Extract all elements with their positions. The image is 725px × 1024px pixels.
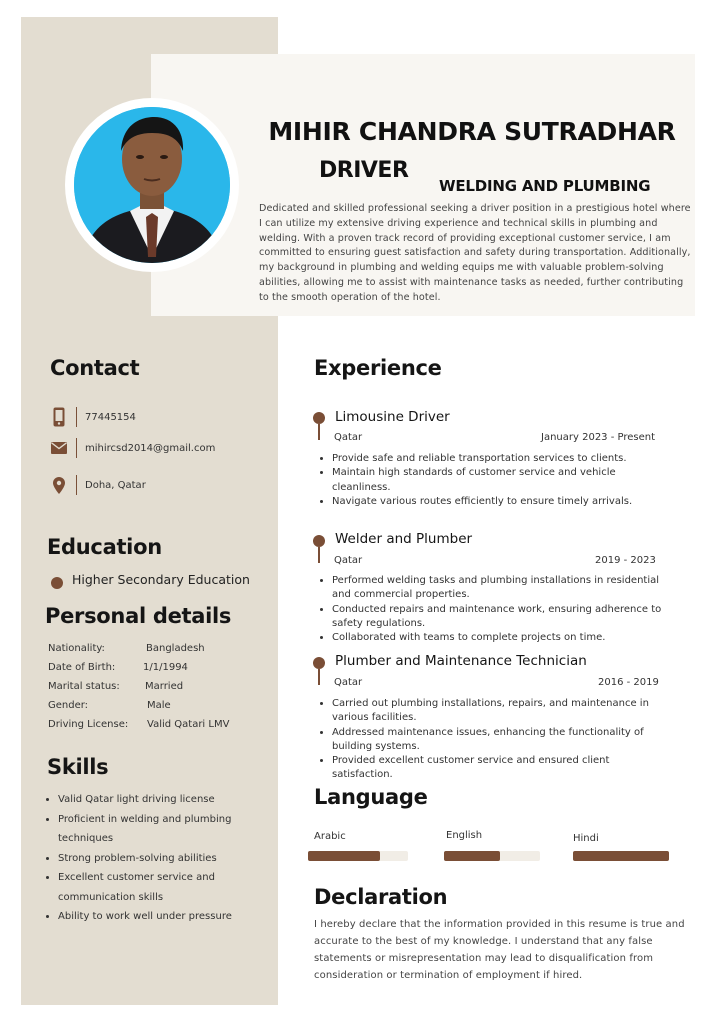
job-dates: January 2023 - Present [541, 432, 656, 443]
profile-photo [74, 107, 230, 263]
list-item: • Provide safe and reliable transportation services to clients. [332, 452, 672, 466]
job-location: Qatar [334, 677, 363, 688]
personal-details-heading: Personal details [45, 604, 232, 628]
personal-label: Driving License: [48, 719, 129, 730]
list-item: • Provided excellent customer service and ensured client satisfaction. [332, 754, 672, 783]
candidate-name: MIHIR CHANDRA SUTRADHAR [268, 117, 676, 146]
contact-heading: Contact [50, 356, 140, 380]
person-portrait-icon [74, 107, 230, 263]
phone-number: 77445154 [85, 411, 136, 423]
personal-value: Valid Qatari LMV [147, 719, 230, 730]
language-level-fill [444, 851, 500, 861]
timeline-dot-icon [313, 657, 325, 669]
job-title-secondary: WELDING AND PLUMBING [439, 177, 651, 195]
contact-email [50, 437, 215, 459]
timeline-line [318, 424, 320, 440]
timeline-dot-icon [313, 412, 325, 424]
education-heading: Education [47, 535, 162, 559]
contact-divider [76, 475, 77, 495]
job-dates: 2016 - 2019 [598, 677, 659, 688]
job-duties-list [316, 697, 672, 783]
list-item: • Proficient in welding and plumbing techniques [58, 810, 283, 849]
job-location: Qatar [334, 432, 363, 443]
list-item: • Ability to work well under pressure [58, 907, 283, 927]
job-title-primary: DRIVER [319, 158, 409, 183]
language-level-bar [573, 851, 669, 861]
timeline-line [318, 547, 320, 563]
job-title: Plumber and Maintenance Technician [335, 653, 587, 669]
list-item: • Excellent customer service and communication skills [58, 868, 283, 907]
language-name: Arabic [314, 831, 346, 842]
list-item: • Collaborated with teams to complete projects on time. [332, 631, 672, 645]
personal-value: 1/1/1994 [143, 662, 188, 673]
list-item: • Navigate various routes efficiently to ensure timely arrivals. [332, 495, 672, 509]
personal-label: Nationality: [48, 643, 105, 654]
contact-divider [76, 438, 77, 458]
language-name: English [446, 830, 483, 841]
profile-summary: Dedicated and skilled professional seeking a driver position in a prestigious hotel where I can utilize my extensive driving experience and technical skills in plumbing and welding. With a proven track record of providing exceptional customer service, I am committed to ensuring guest satisfaction and safety during transportation. Additionally, my background in plumbing and welding equips me with valuable problem-solving abilities, allowing me to assist with maintenance tasks as needed, further contributing to the smooth operation of the hotel. [259, 203, 691, 303]
list-item: • Performed welding tasks and plumbing installations in residential and commercial properties. [332, 574, 672, 603]
language-level-fill [573, 851, 669, 861]
contact-location [50, 474, 146, 496]
job-duties-list [316, 574, 672, 645]
skills-list [42, 790, 283, 927]
personal-label: Gender: [48, 700, 89, 711]
list-item: • Strong problem-solving abilities [58, 849, 283, 869]
job-location: Qatar [334, 555, 363, 566]
personal-value: Bangladesh [146, 643, 205, 654]
skills-heading: Skills [47, 755, 109, 779]
language-heading: Language [314, 785, 428, 809]
job-title: Welder and Plumber [335, 531, 473, 547]
language-level-bar [444, 851, 540, 861]
list-item: • Addressed maintenance issues, enhancing the functionality of building systems. [332, 726, 672, 755]
education-item: Higher Secondary Education [72, 572, 250, 587]
phone-icon [50, 407, 68, 427]
job-title: Limousine Driver [335, 409, 450, 425]
language-level-fill [308, 851, 380, 861]
personal-label: Marital status: [48, 681, 120, 692]
job-dates: 2019 - 2023 [595, 555, 656, 566]
contact-divider [76, 407, 77, 427]
language-name: Hindi [573, 833, 599, 844]
language-level-bar [308, 851, 408, 861]
timeline-line [318, 669, 320, 685]
location-text: Doha, Qatar [85, 479, 146, 491]
education-bullet-icon [51, 577, 63, 589]
list-item: • Valid Qatar light driving license [58, 790, 283, 810]
experience-heading: Experience [314, 356, 442, 380]
list-item: • Carried out plumbing installations, repairs, and maintenance in various facilities. [332, 697, 672, 726]
email-address: mihircsd2014@gmail.com [85, 442, 216, 454]
job-duties-list [316, 452, 672, 509]
location-pin-icon [50, 475, 68, 495]
declaration-heading: Declaration [314, 885, 448, 909]
list-item: • Conducted repairs and maintenance work, ensuring adherence to safety regulations. [332, 603, 672, 632]
declaration-text: I hereby declare that the information provided in this resume is true and accurate to the best of my knowledge. I understand that any false statements or misrepresentation may lead to disqualification from consideration or termination of employment if hired. [314, 919, 685, 981]
personal-value: Male [147, 700, 171, 711]
list-item: • Maintain high standards of customer service and vehicle cleanliness. [332, 466, 672, 495]
timeline-dot-icon [313, 535, 325, 547]
personal-label: Date of Birth: [48, 662, 116, 673]
personal-value: Married [145, 681, 184, 692]
mail-icon [50, 438, 68, 458]
contact-phone [50, 406, 136, 428]
